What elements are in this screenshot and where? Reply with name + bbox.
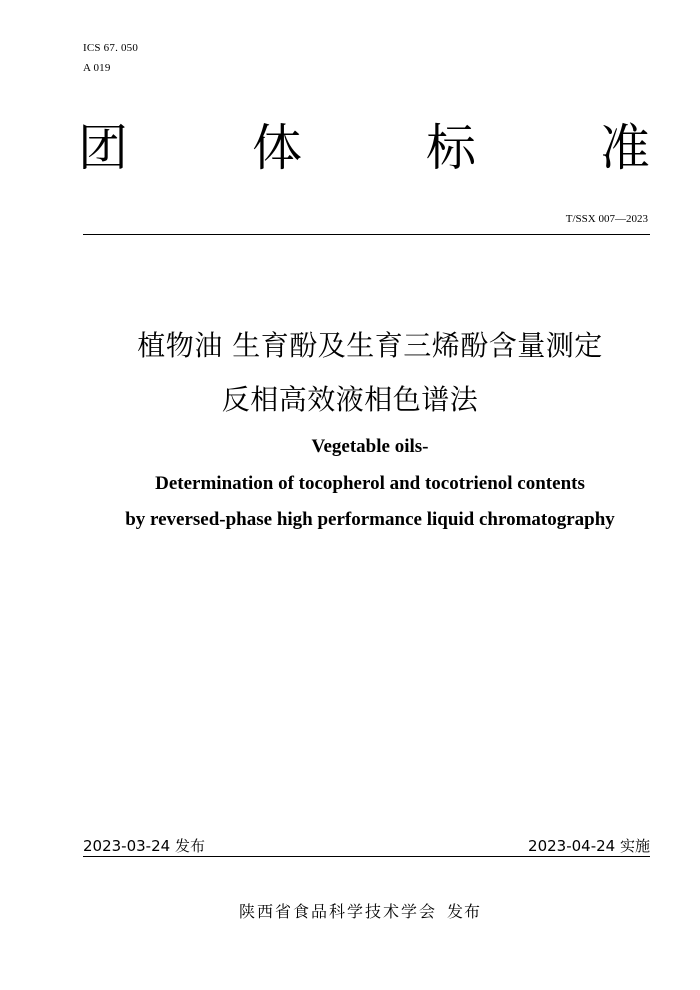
- classification-code: A 019: [83, 62, 111, 74]
- standard-type-char: 标: [426, 119, 476, 177]
- publisher-action: 发布: [447, 902, 482, 921]
- standard-type-char: 准: [600, 119, 650, 177]
- standard-type-char: 体: [252, 119, 302, 177]
- ics-code: ICS 67. 050: [83, 42, 139, 54]
- standard-number: T/SSX 007—2023: [565, 213, 648, 225]
- title-en-line2: Determination of tocopherol and tocotrienol contents: [155, 473, 585, 494]
- implementation-date: 2023-04-24 实施: [528, 837, 650, 855]
- standard-type-heading: [78, 118, 650, 178]
- publisher-name: 陕西省食品科学技术学会: [238, 902, 437, 921]
- title-en-line3: by reversed-phase high performance liquid chromatography: [125, 509, 615, 530]
- standard-type-char: 团: [78, 119, 128, 177]
- title-cn-line1: 植物油 生育酚及生育三烯酚含量测定: [137, 329, 603, 362]
- publisher-line: [0, 901, 700, 923]
- title-en-line1: Vegetable oils-: [311, 436, 429, 457]
- header-divider: [83, 234, 650, 235]
- title-cn-line2: 反相高效液相色谱法: [221, 383, 479, 416]
- issue-date: 2023-03-24 发布: [83, 837, 205, 855]
- footer-divider: [83, 856, 650, 857]
